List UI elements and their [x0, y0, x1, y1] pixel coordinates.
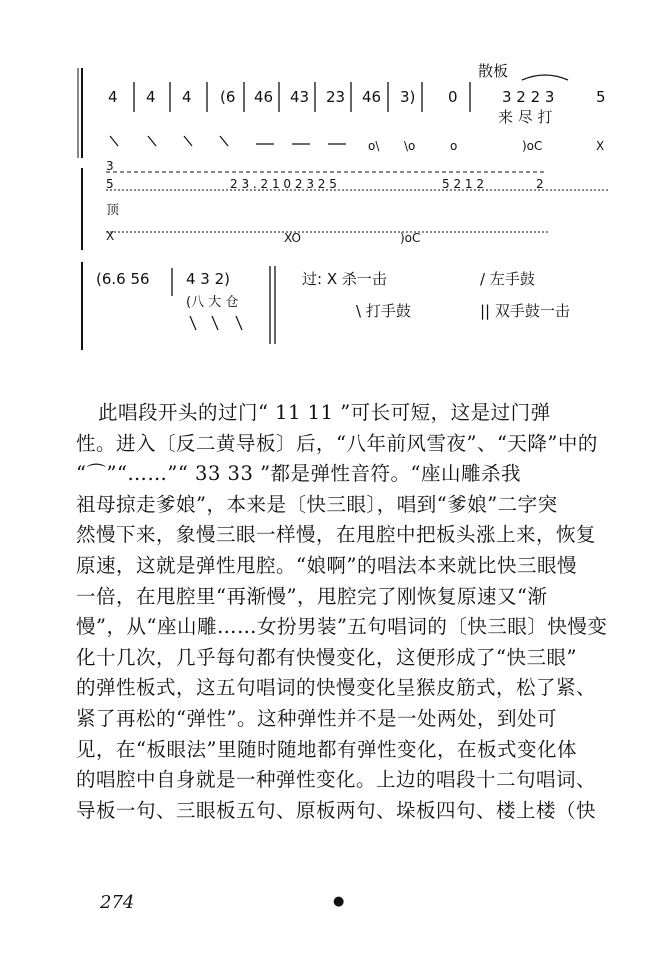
svg-text:5: 5 — [106, 177, 114, 191]
svg-text:5 2 1 2: 5 2 1 2 — [442, 177, 484, 191]
text-line: 见，在“板眼法”里随时随地都有弹性变化，在板式变化体 — [76, 737, 577, 761]
svg-text:46: 46 — [362, 88, 382, 106]
svg-text:\o: \o — [404, 139, 416, 153]
text-line: 的弹性板式，这五句唱词的快慢变化呈猴皮筋式，松了紧、 — [76, 676, 597, 700]
text-line: 然慢下来，象慢三眼一样慢，在甩腔中把板头涨上来，恢复 — [76, 523, 597, 547]
text-line: 的唱腔中自身就是一种弹性变化。上边的唱段十二句唱词、 — [76, 768, 597, 792]
text-line: 原速，这就是弹性甩腔。“娘啊”的唱法本来就比快三眼慢 — [76, 553, 577, 577]
svg-text:)oC: )oC — [522, 139, 543, 153]
svg-text:2 3 . 2 1 0 2 3 2 5: 2 3 . 2 1 0 2 3 2 5 — [230, 177, 337, 191]
svg-text:0: 0 — [448, 88, 458, 106]
svg-text:XO: XO — [284, 231, 301, 245]
score-svg — [70, 40, 630, 370]
music-score — [70, 40, 630, 370]
svg-text:5: 5 — [596, 88, 606, 106]
svg-text:3: 3 — [106, 159, 114, 173]
svg-text:3 2 2 3: 3 2 2 3 — [502, 88, 555, 106]
svg-text:X: X — [106, 229, 115, 243]
row1-lyrics: 来 尽 打 — [498, 108, 553, 126]
svg-text:3): 3) — [400, 88, 416, 106]
text-line: 紧了再松的“弹性”。这种弹性并不是一处两处，到处可 — [76, 706, 557, 730]
svg-text:2: 2 — [536, 177, 544, 191]
svg-text:4 3 2): 4 3 2) — [186, 270, 231, 288]
text-line: “⌒”“……”“ 33 33 ”都是弹性音符。“座山雕杀我 — [76, 462, 522, 486]
page-number: 274 — [100, 892, 135, 913]
legend-a: 过: X 杀一击 — [302, 270, 387, 288]
svg-text:o\: o\ — [368, 139, 380, 153]
body-paragraph — [76, 398, 608, 826]
page-dot-mark: ● — [333, 894, 345, 909]
svg-text:46: 46 — [254, 88, 274, 106]
legend-b: \ 打手鼓 — [356, 302, 411, 320]
svg-text:o: o — [450, 139, 458, 153]
svg-text:X: X — [596, 139, 605, 153]
row2-label: 顶 — [106, 203, 120, 218]
text-line: 导板一句、三眼板五句、原板两句、垛板四句、楼上楼（快 — [76, 798, 597, 822]
text-line: 性。进入〔反二黄导板〕后，“八年前风雪夜”、“天降”中的 — [76, 431, 598, 455]
row3-perc: (八 大 仓 — [186, 295, 239, 310]
text-line: 祖母掠走爹娘”，本来是〔快三眼〕，唱到“爹娘”二字突 — [76, 492, 558, 516]
svg-text:4: 4 — [182, 88, 192, 106]
svg-text:43: 43 — [290, 88, 310, 106]
text-line: 慢”，从“座山雕……女扮男装”五句唱词的〔快三眼〕快慢变 — [76, 615, 608, 639]
text-line: 一倍，在甩腔里“再渐慢”，甩腔完了刚恢复原速又“渐 — [76, 584, 548, 608]
row1-label: 散板 — [478, 62, 509, 80]
legend-c: / 左手鼓 — [480, 270, 535, 288]
text-line: 此唱段开头的过门“ 11 11 ”可长可短，这是过门弹 — [98, 401, 551, 424]
svg-text:23: 23 — [326, 88, 346, 106]
svg-text:(6.6 56: (6.6 56 — [96, 270, 150, 288]
svg-text:)oC: )oC — [400, 231, 421, 245]
svg-text:4: 4 — [146, 88, 156, 106]
svg-text:4: 4 — [108, 88, 118, 106]
svg-text:(6: (6 — [220, 88, 236, 106]
text-line: 化十几次，几乎每句都有快慢变化，这便形成了“快三眼” — [76, 645, 577, 669]
legend-d: || 双手鼓一击 — [480, 302, 570, 320]
